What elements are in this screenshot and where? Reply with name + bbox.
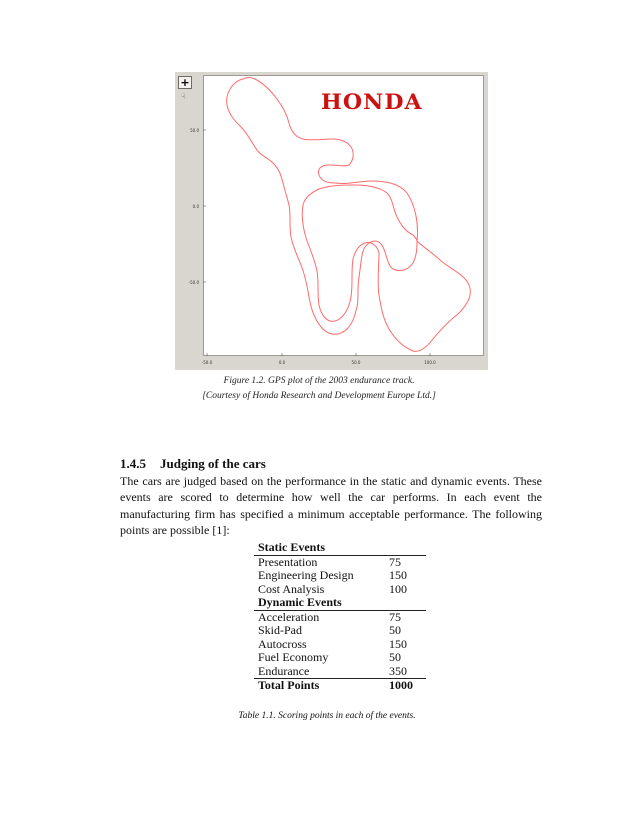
y-tick-label: 0.0 [192, 204, 199, 209]
event-points: 50 [389, 623, 401, 637]
table-row [254, 583, 426, 597]
table-row [254, 638, 426, 652]
table-row [254, 569, 426, 583]
x-tick-label: 50.0 [351, 360, 361, 365]
pan-tool-icon[interactable]: ☞ [179, 93, 187, 100]
honda-logo: HONDA [321, 89, 423, 114]
y-tick-label: -50.0 [188, 280, 199, 285]
table-row [254, 624, 426, 638]
event-points: 150 [389, 636, 407, 651]
static-events-header: Static Events [254, 541, 426, 555]
event-name: Engineering Design [258, 568, 354, 582]
gps-plot-figure [175, 72, 488, 370]
event-points: 75 [389, 554, 401, 569]
x-tick-label: 100.0 [424, 360, 436, 365]
x-tick-label: -50.0 [201, 360, 213, 365]
event-name: Skid-Pad [258, 623, 303, 637]
track-plot [203, 75, 484, 356]
total-label: Total Points [258, 678, 320, 692]
table-row [254, 610, 426, 624]
figure-caption: Figure 1.2. GPS plot of the 2003 endurance track. [223, 376, 415, 386]
total-value: 1000 [389, 678, 413, 692]
dynamic-events-header: Dynamic Events [254, 596, 426, 610]
section-number: 1.4.5 [120, 456, 146, 471]
event-points: 75 [389, 609, 401, 624]
gps-track-line [227, 78, 471, 352]
section-title: Judging of the cars [160, 456, 266, 471]
x-tick-label: 0.0 [278, 360, 286, 365]
event-name: Endurance [254, 665, 385, 679]
event-name: Presentation [258, 554, 318, 569]
figure-credit: [Courtesy of Honda Research and Development Europe Ltd.] [202, 391, 436, 401]
section-heading [120, 456, 266, 472]
section-paragraph: The cars are judged based on the performance in the static and dynamic events. These events are scored to determine how well the car performs. In each event the manufacturing firm has specified a minimum acceptable performance. The following points are possible [1]: [120, 474, 542, 537]
table-caption: Table 1.1. Scoring points in each of the events. [238, 711, 416, 721]
event-points: 150 [389, 568, 407, 582]
event-points: 50 [389, 650, 401, 664]
table-row [254, 555, 426, 569]
scoring-table [254, 541, 426, 693]
event-name: Fuel Economy [258, 650, 329, 664]
event-points: 350 [385, 665, 426, 679]
zoom-in-button[interactable]: + [178, 76, 192, 89]
event-name: Autocross [258, 636, 307, 651]
table-group-header [254, 596, 426, 610]
table-row [254, 651, 426, 665]
event-name: Acceleration [258, 609, 320, 624]
event-points: 100 [389, 581, 407, 596]
table-row [254, 665, 426, 679]
event-name: Cost Analysis [258, 581, 325, 596]
total-row [254, 679, 426, 693]
y-tick-label: 50.0 [190, 128, 199, 133]
table-group-header [254, 541, 426, 555]
